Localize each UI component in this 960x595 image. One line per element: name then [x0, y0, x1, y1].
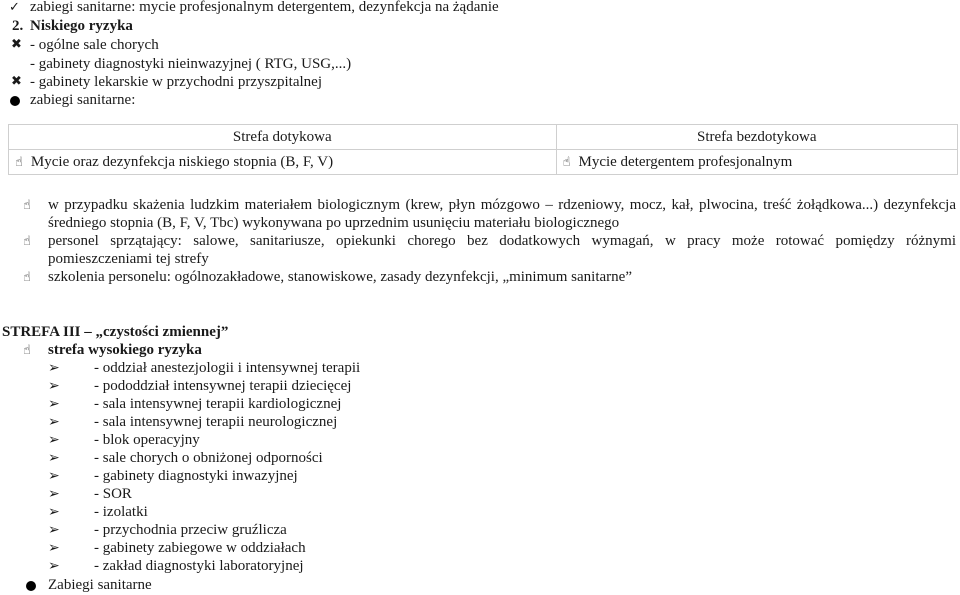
table-cell — [556, 150, 957, 175]
bullet-icon — [10, 96, 20, 106]
list-item: zabiegi sanitarne: mycie profesjonalnym detergentem, dezynfekcja na żądanie — [30, 0, 499, 15]
table-header-row — [9, 125, 958, 150]
arrow-bullet-icon: ➢ — [48, 540, 60, 556]
arrow-bullet-icon: ➢ — [48, 486, 60, 502]
list-item: - ogólne sale chorych — [30, 37, 159, 53]
arrow-bullet-icon: ➢ — [48, 414, 60, 430]
arrow-bullet-icon: ➢ — [48, 378, 60, 394]
note-paragraph: w przypadku skażenia ludzkim materiałem biologicznym (krew, płyn mózgowo – rdzeniowy, mocz, kał, plwocina, treść żołądkowa...) dezynfekcja średniego stopnia (B, F, V, Tbc) wykonywana po uprzednim usunięciu materiału biologicznego — [48, 197, 956, 231]
arrow-bullet-icon: ➢ — [48, 396, 60, 412]
list-item: - gabinety lekarskie w przychodni przyszpitalnej — [30, 74, 322, 90]
zone-item: - przychodnia przeciw gruźlicza — [94, 522, 287, 538]
table-cell-text: Mycie detergentem profesjonalnym — [578, 153, 793, 170]
zone-subheading: strefa wysokiego ryzyka — [48, 342, 202, 358]
arrow-bullet-icon: ➢ — [48, 360, 60, 376]
hand-pointer-icon: ☝ — [23, 343, 31, 358]
arrow-bullet-icon: ➢ — [48, 432, 60, 448]
zone-item: - SOR — [94, 486, 132, 502]
section-heading: Niskiego ryzyka — [30, 18, 133, 34]
cross-icon: ✖ — [11, 74, 22, 89]
table-header-cell: Strefa dotykowa — [9, 125, 557, 150]
zone-item: - sala intensywnej terapii kardiologicznej — [94, 396, 342, 412]
hand-pointer-icon: ☝ — [23, 234, 31, 249]
zone-item: - oddział anestezjologii i intensywnej terapii — [94, 360, 361, 376]
zone-final-item: Zabiegi sanitarne — [48, 577, 152, 593]
table-cell-text: Mycie oraz dezynfekcja niskiego stopnia (B, F, V) — [30, 153, 334, 170]
hand-pointer-icon: ☝ — [562, 154, 571, 170]
zones-table — [8, 124, 958, 175]
list-item: zabiegi sanitarne: — [30, 92, 136, 108]
note-paragraph: personel sprzątający: salowe, sanitariusze, opiekunki chorego bez dodatkowych wymagań, w pracy może rotować pomiędzy różnymi pomieszczeniami tej strefy — [48, 233, 956, 267]
hand-pointer-icon: ☝ — [15, 154, 23, 170]
arrow-bullet-icon: ➢ — [48, 522, 60, 538]
zone-item: - zakład diagnostyki laboratoryjnej — [94, 558, 304, 574]
hand-pointer-icon: ☝ — [23, 198, 31, 213]
table-header-cell: Strefa bezdotykowa — [556, 125, 957, 150]
hand-pointer-icon: ☝ — [23, 270, 31, 285]
zone-item: - sala intensywnej terapii neurologicznej — [94, 414, 338, 430]
arrow-bullet-icon: ➢ — [48, 558, 60, 574]
zone-item: - gabinety diagnostyki inwazyjnej — [94, 468, 298, 484]
list-item: - gabinety diagnostyki nieinwazyjnej ( RTG, USG,...) — [30, 56, 352, 72]
arrow-bullet-icon: ➢ — [48, 450, 60, 466]
zone-item: - blok operacyjny — [94, 432, 200, 448]
zone-heading: STREFA III – „czystości zmiennej” — [2, 324, 229, 340]
zone-item: - pododdział intensywnej terapii dziecięcej — [94, 378, 352, 394]
zone-item: - izolatki — [94, 504, 148, 520]
zone-item: - sale chorych o obniżonej odporności — [94, 450, 323, 466]
section-number: 2. — [12, 18, 24, 34]
table-cell — [9, 150, 557, 175]
cross-icon: ✖ — [11, 37, 22, 52]
arrow-bullet-icon: ➢ — [48, 468, 60, 484]
table-row — [9, 150, 958, 175]
bullet-icon — [26, 581, 36, 591]
check-icon: ✓ — [9, 0, 20, 15]
arrow-bullet-icon: ➢ — [48, 504, 60, 520]
note-paragraph: szkolenia personelu: ogólnozakładowe, stanowiskowe, zasady dezynfekcji, „minimum sanitarne” — [48, 269, 632, 285]
zone-item: - gabinety zabiegowe w oddziałach — [94, 540, 306, 556]
